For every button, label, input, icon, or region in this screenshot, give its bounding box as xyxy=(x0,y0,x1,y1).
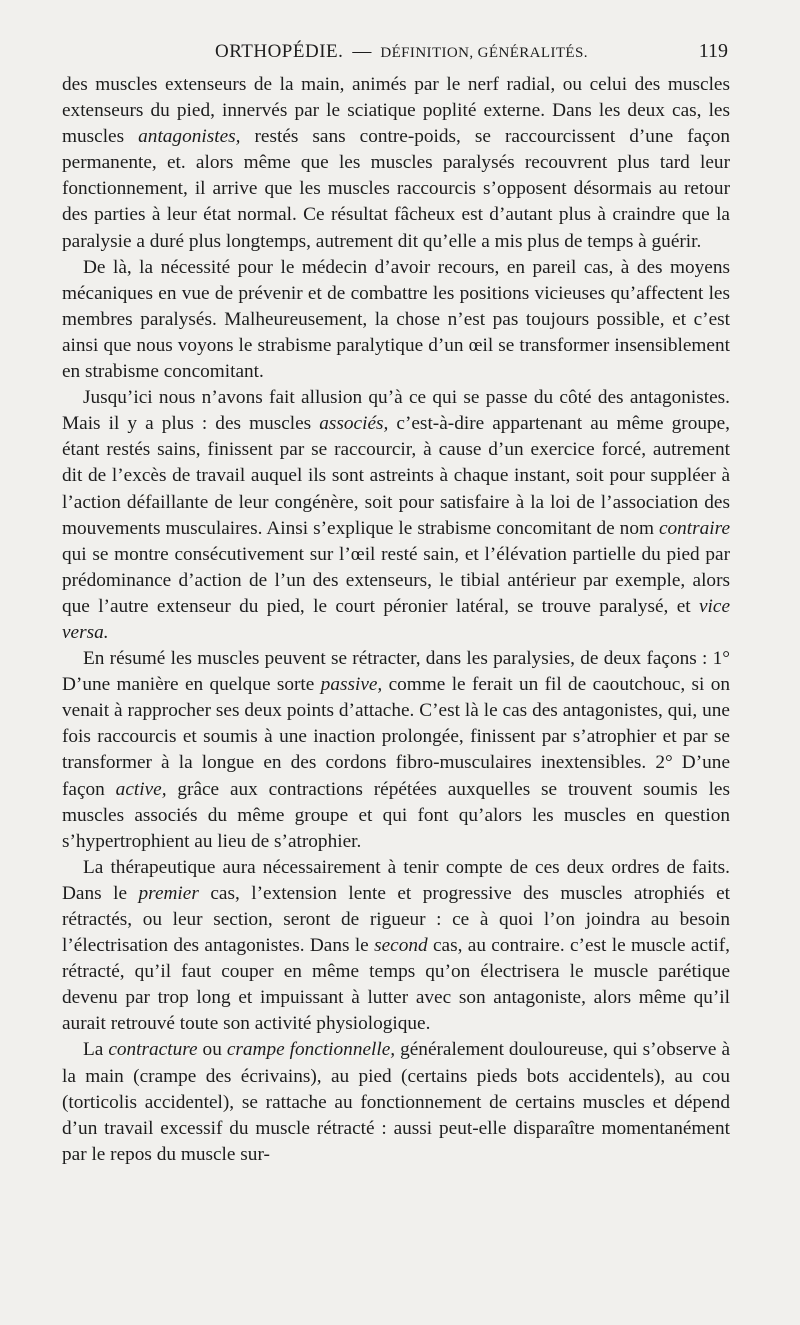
page-number: 119 xyxy=(698,40,728,62)
paragraph xyxy=(62,385,730,646)
text-run: grâce aux contractions répétées auxquelles se trouvent soumis les muscles associés du même groupe et qui font qu’alors les muscles en question s’hypertrophient au lieu de s’atrophier. xyxy=(62,778,730,852)
text-run: De là, la nécessité pour le médecin d’avoir recours, en pareil cas, à des moyens mécaniques en vue de prévenir et de combattre les positions vicieuses qu’affectent les membres paralysés. Malheureusement, la chose n’est pas toujours possible, et c’est ainsi que nous voyons le strabisme paralytique d’un œil se transformer insensiblement en strabisme concomitant. xyxy=(62,256,730,383)
italic-phrase: crampe fonctionnelle, xyxy=(226,1039,396,1061)
text-run: En résumé les muscles peuvent se rétracter, dans les paralysies, de deux façons : 1° D’une manière en quelque sorte xyxy=(62,648,730,696)
header-subtitle: DÉFINITION, GÉNÉRALITÉS. xyxy=(380,45,588,61)
text-run: généralement douloureuse, qui s’observe à la main (crampe des écrivains), au pied (certains pieds bots accidentels), au cou (torticolis accidentel), se rattache au fonctionnement de certains muscles et dépend d’un travail excessif du muscle rétracté : aussi peut-elle disparaître momentanément par le repos du muscle sur- xyxy=(62,1039,731,1165)
body-text xyxy=(62,72,730,1168)
italic-phrase: contraire xyxy=(658,517,730,539)
text-run: comme le ferait un fil de caoutchouc, si on venait à rapprocher ses deux points d’attache. C’est là le cas des antagonistes, qui, une fois raccourcis et soumis à une inaction prolongée, finissent par s’atrophier et par se transformer à la longue en des cordons fibro-musculaires inextensibles. 2° D’une façon xyxy=(62,674,730,800)
italic-phrase: premier xyxy=(138,882,199,904)
italic-phrase: vice versa. xyxy=(62,595,730,643)
running-header xyxy=(215,40,728,70)
header-dash: — xyxy=(352,41,372,62)
paragraph xyxy=(62,72,730,255)
text-run: La xyxy=(83,1039,109,1061)
text-run: cas, au contraire. c’est le muscle actif, rétracté, qu’il faut couper en même temps qu’on électrisera le muscle parétique devenu par trop long et impuissant à lutter avec son antagoniste, alors même qu’il aurait retrouvé toute son activité physiologique. xyxy=(62,935,730,1035)
paragraph xyxy=(62,1037,730,1167)
text-run: c’est-à-dire appartenant au même groupe, étant restés sains, finissent par se raccourcir, à cause d’un exercice forcé, autrement dit de l’excès de travail auquel ils sont astreints à chaque instant, soit pour suppléer à l’action défaillante de leur congénère, soit pour satisfaire à la loi de l’association des mouvements musculaires. Ainsi s’explique le strabisme concomitant de nom xyxy=(62,413,730,539)
text-run: Jusqu’ici nous n’avons fait allusion qu’à ce qui se passe du côté des antagonistes. Mais il y a plus : des muscles xyxy=(62,387,730,435)
italic-phrase: active, xyxy=(115,778,167,800)
text-run: cas, l’extension lente et progressive des muscles atrophiés et rétractés, ou leur section, seront de rigueur : ce à quoi l’on joindra au besoin l’électrisation des antagonistes. Dans le xyxy=(62,882,730,957)
text-run: restés sans contre-poids, se raccourcissent d’une façon permanente, et. alors même que les muscles paralysés recouvrent plus tard leur fonctionnement, il arrive que les muscles raccourcis s’opposent désormais au retour des parties à leur état normal. Ce résultat fâcheux est d’autant plus à craindre que la paralysie a duré plus longtemps, autrement dit qu’elle a mis plus de temps à guérir. xyxy=(62,126,730,252)
paragraph xyxy=(62,855,730,1038)
header-title: ORTHOPÉDIE. xyxy=(215,41,344,62)
italic-phrase: second xyxy=(374,935,428,957)
italic-phrase: antagonistes, xyxy=(138,126,241,148)
paragraph xyxy=(62,255,730,385)
text-run: La thérapeutique aura nécessairement à tenir compte de ces deux ordres de faits. Dans le xyxy=(62,856,730,904)
italic-phrase: associés, xyxy=(319,413,389,435)
paragraph xyxy=(62,646,730,855)
italic-phrase: contracture xyxy=(108,1039,198,1061)
text-run: des muscles extenseurs de la main, animés par le nerf radial, ou celui des muscles extenseurs du pied, innervés par le sciatique poplité externe. Dans les deux cas, les muscles xyxy=(62,74,730,148)
text-run: qui se montre consécutivement sur l’œil resté sain, et l’élévation partielle du pied par prédominance d’action de l’un des extenseurs, le tibial antérieur par exemple, alors que l’autre extenseur du pied, le court péronier latéral, se trouve paralysé, et xyxy=(62,543,730,617)
italic-phrase: passive, xyxy=(320,674,383,696)
text-run: ou xyxy=(197,1039,227,1061)
